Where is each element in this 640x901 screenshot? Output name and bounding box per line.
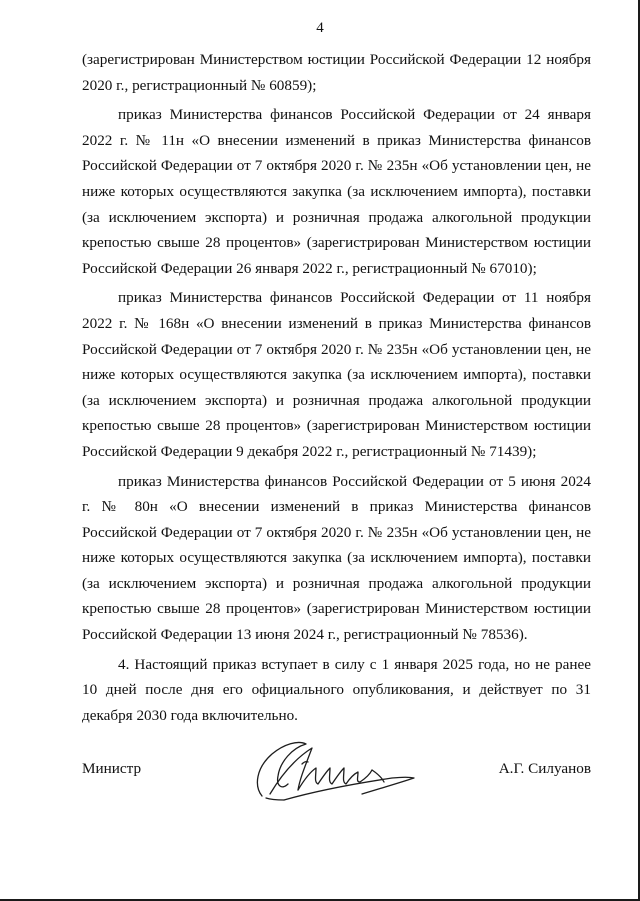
paragraph-order-11n: приказ Министерства финансов Российской Федерации от 24 января 2022 г. № 11н «О внесении изменений в приказ Министерства финансов Российской Федерации от 7 октября 2020 г. № 235н «Об установлении цен, не ниже которых осуществляются закупка (за исключением импорта), поставки (за исключением экспорта) и розничная продажа алкогольной продукции крепостью свыше 28 процентов» (зарегистрирован Министерством юстиции Российской Федерации 26 января 2022 г., регистрационный № 67010); [82,106,591,277]
paragraph-order-80n: приказ Министерства финансов Российской Федерации от 5 июня 2024 г. № 80н «О внесении изменений в приказ Министерства финансов Российской Федерации от 7 октября 2020 г. № 235н «Об установлении цен, не ниже которых осуществляются закупка (за исключением импорта), поставки (за исключением экспорта) и розничная продажа алкогольной продукции крепостью свыше 28 процентов» (зарегистрирован Министерством юстиции Российской Федерации 13 июня 2024 г., регистрационный № 78536). [82,472,591,644]
signatory-position: Министр [82,760,142,777]
signatory-name: А.Г. Силуанов [498,760,591,777]
page-number: 4 [316,20,324,36]
handwritten-signature [232,734,432,806]
document-body [82,47,591,732]
paragraph-effective-date: 4. Настоящий приказ вступает в силу с 1 января 2025 года, но не ранее 10 дней после дня его официального опубликования, и действует по 31 декабря 2030 года включительно. [82,655,591,724]
paragraph-order-168n: приказ Министерства финансов Российской Федерации от 11 ноября 2022 г. № 168н «О внесении изменений в приказ Министерства финансов Российской Федерации от 7 октября 2020 г. № 235н «Об установлении цен, не ниже которых осуществляются закупка (за исключением импорта), поставки (за исключением экспорта) и розничная продажа алкогольной продукции крепостью свыше 28 процентов» (зарегистрирован Министерством юстиции Российской Федерации 9 декабря 2022 г., регистрационный № 71439); [82,289,591,460]
paragraph-continuation: (зарегистрирован Министерством юстиции Российской Федерации 12 ноября 2020 г., регистрационный № 60859); [82,51,591,94]
signature-block [82,740,591,820]
